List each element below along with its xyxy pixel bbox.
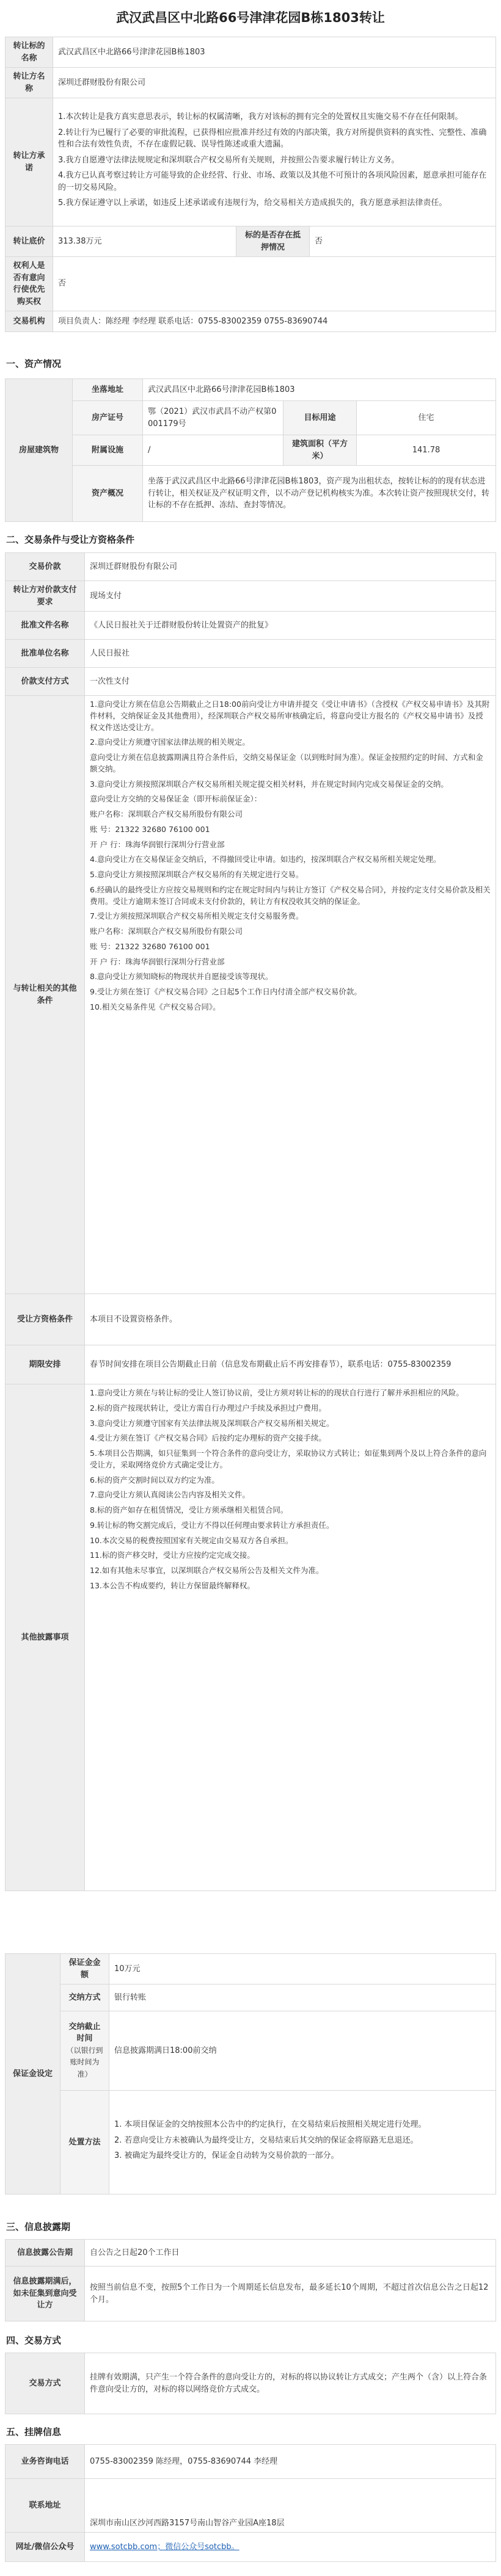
listing-table bbox=[5, 2444, 496, 2562]
label-cond-2: 转让方对价款支付要求 bbox=[5, 581, 85, 612]
term-item: 8.意向受让方须知晓标的物现状并自愿接受该等现状。 bbox=[90, 972, 273, 982]
promise-item: 3.我方自愿遵守法律法规规定和深圳联合产权交易所有关规则，并按照公告要求履行转让方义务。 bbox=[58, 155, 400, 165]
other-item: 2.标的资产按现状转让，受让方需自行办理过户手续及承担过户费用。 bbox=[90, 1403, 326, 1413]
other-list bbox=[85, 1384, 496, 1891]
label-cond-4: 批准单位名称 bbox=[5, 640, 85, 668]
deposit-rule-list bbox=[109, 2091, 496, 2194]
deadline-label-sub: （以银行到账时间为准） bbox=[66, 2046, 103, 2079]
term-item: 7.受让方须按照深圳联合产权交易所相关规定支付交易服务费。 bbox=[90, 911, 304, 921]
section-heading-trade: 四、交易方式 bbox=[6, 2335, 62, 2346]
period-value: 春节时间安排在项目公告期截止日前（信息发布期截止后不再安排春节），联系电话：0755-83002359 bbox=[85, 1345, 496, 1384]
term-item: 6.经确认的最终受让方应按交易规则和约定在规定时间内与转让方签订《产权交易合同》，并按约定支付交易价款及相关费用。受让方逾期未签订合同或未支付价款的，转让方有权没收其交纳的保证金。 bbox=[90, 885, 491, 906]
label-cond-5: 价款支付方式 bbox=[5, 668, 85, 696]
mortgage-value: 否 bbox=[310, 226, 496, 257]
other-item: 8.标的资产如存在租赁情况，受让方须承继相关租赁合同。 bbox=[90, 1505, 288, 1514]
conditions-section bbox=[0, 552, 496, 1891]
trade-section bbox=[0, 2353, 496, 2414]
trade-value: 挂牌有效期满，只产生一个符合条件的意向受让方的，对标的将以协议转让方式成交；产生两个（含）以上符合条件意向受让方的，对标的将以网络竞价方式成交。 bbox=[85, 2353, 496, 2414]
asset-facility: / bbox=[143, 435, 283, 466]
label-name: 转让标的名称 bbox=[5, 37, 53, 68]
deposit-section bbox=[0, 1953, 496, 2194]
other-item: 3.意向受让方须遵守国家有关法律法规及深圳联合产权交易所相关规定。 bbox=[90, 1418, 334, 1428]
label-trade: 交易方式 bbox=[5, 2353, 85, 2414]
section-heading-conditions: 二、交易条件与受让方资格条件 bbox=[6, 534, 135, 545]
cond-2-value: 现场支付 bbox=[85, 581, 496, 612]
address-value: 深圳市南山区沙河西路3157号南山智谷产业园A座18层 bbox=[85, 2479, 496, 2533]
promise-item: 2.转让行为已履行了必要的审批流程，已获得相应批准并经过有效的内部决策，我方对所提供资料的真实性、完整性、准确性和合法有效性负责，不存在虚假记载、误导性陈述或重大遗漏。 bbox=[58, 128, 487, 150]
label-website: 网址/微信公众号 bbox=[5, 2533, 85, 2562]
other-item: 10.本次交易的税费按照国家有关规定由交易双方各自承担。 bbox=[90, 1535, 293, 1545]
label-contact: 交易机构 bbox=[5, 311, 53, 332]
trade-table bbox=[5, 2353, 496, 2414]
label-qualification: 受让方资格条件 bbox=[5, 1294, 85, 1345]
label-cond-1: 交易价款 bbox=[5, 553, 85, 581]
label-deposit-amount: 保证金金额 bbox=[60, 1954, 109, 1984]
label-mortgage: 标的是否存在抵押情况 bbox=[236, 226, 310, 257]
disclosure-table bbox=[5, 2239, 496, 2321]
deposit-rule-item: 2. 若意向受让方未被确认为最终受让方，交易结束后其交纳的保证金将原路无息退还。 bbox=[114, 2135, 419, 2145]
deposit-amount: 10万元 bbox=[109, 1954, 496, 1984]
other-item: 1.意向受让方须在与转让标的受让人签订协议前，受让方须对转让标的的现状自行进行了解并承担相应的风险。 bbox=[90, 1388, 464, 1397]
disclosure-section bbox=[0, 2239, 496, 2321]
asset-section bbox=[0, 378, 496, 522]
term-item: 2.意向受让方须遵守国家法律法规的相关规定。 bbox=[90, 737, 250, 747]
deposit-table bbox=[5, 1953, 496, 2194]
label-deposit-deadline bbox=[60, 2011, 109, 2091]
contact-value: 项目负责人：陈经理 李经理 联系电话：0755-83002359 0755-83690744 bbox=[53, 311, 496, 332]
label-use: 目标用途 bbox=[283, 401, 357, 435]
basic-table bbox=[5, 37, 496, 332]
cond-3-value: 《人民日报社关于迁群财股份转让处置资产的批复》 bbox=[85, 612, 496, 640]
term-item: 4.意向受让方在交易保证金交纳后，不得撤回受让申请。如违约，按深圳联合产权交易所相关规定处理。 bbox=[90, 855, 441, 864]
term-item: 账 号：21322 32680 76100 001 bbox=[90, 824, 210, 834]
label-location: 坐落地址 bbox=[73, 379, 143, 401]
other-item: 5.本项目公告期满，如只征集到一个符合条件的意向受让方，采取协议方式转让；如征集到两个及以上符合条件的意向受让方，采取网络竞价方式确定受让方。 bbox=[90, 1449, 487, 1469]
term-item: 账户名称：深圳联合产权交易所股份有限公司 bbox=[90, 809, 243, 819]
label-deposit-method: 交纳方式 bbox=[60, 1984, 109, 2011]
other-item: 13.本公告不构成要约，转让方保留最终解释权。 bbox=[90, 1580, 255, 1590]
website-link[interactable]: www.sotcbb.com；微信公众号sotcbb。 bbox=[90, 2542, 240, 2552]
label-deposit-rule: 处置方法 bbox=[60, 2091, 109, 2194]
other-item: 12.如有其他未尽事宜，以深圳联合产权交易所公告及相关文件为准。 bbox=[90, 1566, 324, 1575]
promise-item: 4.我方已认真考察过转让方可能导致的企业经营、行业、市场、政策以及其他不可预计的各项风险因素，愿意承担可能存在的一切交易风险。 bbox=[58, 171, 487, 192]
cond-4-value: 人民日报社 bbox=[85, 640, 496, 668]
asset-desc: 坐落于武汉武昌区中北路66号津津花园B栋1803，资产现为出租状态，按转让标的的现有状态进行转让，相关权证及产权证明文件，以不动产登记机构核实为准。本次转让资产按照现状交付，转让标的不存在抵押、冻结、查封等情况。 bbox=[143, 466, 496, 522]
term-item: 3.意向受让方须按照深圳联合产权交易所相关规定提交相关材料，并在规定时间内完成交易保证金的交纳。 bbox=[90, 779, 448, 789]
deposit-rule-item: 3. 被确定为最终受让方的，保证金自动转为交易价款的一部分。 bbox=[114, 2151, 339, 2161]
term-item: 5.意向受让方须按照深圳联合产权交易所的有关规定进行交易。 bbox=[90, 870, 304, 879]
deadline-label-text: 交纳截止时间 bbox=[68, 2022, 101, 2044]
label-disclose-1: 信息披露公告期 bbox=[5, 2240, 85, 2267]
term-item: 1.意向受让方须在信息公告期截止之日18:00前向受让方申请并提交《受让申请书》（含授权《产权交易申请书》及其附件材料，交纳保证金及其他费用），经深圳联合产权交易所审核确定后，将意向受让方报名的《产权交易申请书》及授权文件送达受让方。 bbox=[90, 700, 490, 732]
label-priority: 权利人是否有意向行使优先购买权 bbox=[5, 257, 53, 311]
asset-name: 武汉武昌区中北路66号津津花园B栋1803 bbox=[53, 37, 496, 68]
section-heading-disclosure: 三、信息披露期 bbox=[6, 2221, 71, 2232]
label-terms: 与转让相关的其他条件 bbox=[5, 696, 85, 1294]
label-desc: 资产概况 bbox=[73, 466, 143, 522]
other-item: 4.受让方须在签订《产权交易合同》后按约定办理标的资产交接手续。 bbox=[90, 1433, 326, 1443]
term-item: 10.相关交易条件见《产权交易合同》。 bbox=[90, 1002, 221, 1011]
phone-value: 0755-83002359 陈经理，0755-83690744 李经理 bbox=[85, 2445, 496, 2479]
other-item: 7.意向受让方须认真阅读公告内容及相关文件。 bbox=[90, 1490, 250, 1500]
other-item: 11.标的资产移交时，受让方应按约定完成交接。 bbox=[90, 1550, 255, 1560]
asset-use: 住宅 bbox=[357, 401, 496, 435]
deposit-deadline: 信息披露期满日18:00前交纳 bbox=[109, 2011, 496, 2091]
deposit-rule-item: 1. 本项目保证金的交纳按照本公告中的约定执行，在交易结束后按照相关规定进行处理。 bbox=[114, 2120, 426, 2130]
listing-section bbox=[0, 2444, 496, 2562]
asset-location: 武汉武昌区中北路66号津津花园B栋1803 bbox=[143, 379, 496, 401]
label-cert: 房产证号 bbox=[73, 401, 143, 435]
term-item: 9.受让方须在签订《产权交易合同》之日起5个工作日内付清全部产权交易价款。 bbox=[90, 987, 362, 996]
label-other: 其他披露事项 bbox=[5, 1384, 85, 1891]
term-item: 意向受让方须在信息披露期满且符合条件后，交纳交易保证金（以到账时间为准）。保证金按照约定的时间、方式和金额交纳。 bbox=[90, 753, 483, 773]
label-seller: 转让方名称 bbox=[5, 68, 53, 98]
conditions-table bbox=[5, 552, 496, 1891]
section-heading-listing: 五、挂牌信息 bbox=[6, 2426, 62, 2437]
label-address: 联系地址 bbox=[5, 2479, 85, 2533]
disclose-2-value: 按照当前信息不变，按照5个工作日为一个周期延长信息发布，最多延长10个周期，不超过首次信息公告之日起12个月。 bbox=[85, 2267, 496, 2321]
page-title: 武汉武昌区中北路66号津津花园B栋1803转让 bbox=[116, 10, 385, 25]
promise-list bbox=[53, 98, 496, 226]
label-disclose-2: 信息披露期满后，如未征集到意向受让方 bbox=[5, 2267, 85, 2321]
asset-cert: 鄂（2021）武汉市武昌不动产权第0001179号 bbox=[143, 401, 283, 435]
promise-item: 5.我方保证遵守以上承诺，如违反上述承诺或有违规行为，给交易相关方造成损失的，我方愿意承担法律责任。 bbox=[58, 198, 447, 208]
label-phone: 业务咨询电话 bbox=[5, 2445, 85, 2479]
asset-area: 141.78 bbox=[357, 435, 496, 466]
other-item: 9.转让标的物交割完成后，受让方不得以任何理由要求转让方承担责任。 bbox=[90, 1520, 334, 1530]
term-item: 意向受让方交纳的交易保证金（即开标前保证金）： bbox=[90, 794, 262, 804]
promise-item: 1.本次转让是我方真实意思表示，转让标的权属清晰，我方对该标的拥有完全的处置权且实施交易不存在任何限制。 bbox=[58, 112, 463, 122]
deposit-method: 银行转账 bbox=[109, 1984, 496, 2011]
price-value: 313.38万元 bbox=[53, 226, 236, 257]
label-promise: 转让方承诺 bbox=[5, 98, 53, 226]
cond-5-value: 一次性支付 bbox=[85, 668, 496, 696]
priority-value: 否 bbox=[53, 257, 496, 311]
label-cond-3: 批准文件名称 bbox=[5, 612, 85, 640]
label-period: 期限安排 bbox=[5, 1345, 85, 1384]
cond-1-value: 深圳迁群财股份有限公司 bbox=[85, 553, 496, 581]
terms-list bbox=[85, 696, 496, 1294]
other-item: 6.标的资产交割时间以双方约定为准。 bbox=[90, 1475, 219, 1485]
section-heading-assets: 一、资产情况 bbox=[6, 358, 62, 369]
term-item: 开 户 行：珠海华润银行深圳分行营业部 bbox=[90, 839, 225, 849]
label-area: 建筑面积（平方米） bbox=[283, 435, 357, 466]
label-price: 转让底价 bbox=[5, 226, 53, 257]
qualification-value: 本项目不设置资格条件。 bbox=[85, 1294, 496, 1345]
asset-table bbox=[5, 378, 496, 522]
deposit-group-label: 保证金设定 bbox=[5, 1954, 60, 2194]
asset-group-label: 房屋建筑物 bbox=[5, 379, 73, 522]
term-item: 账 号：21322 32680 76100 001 bbox=[90, 941, 210, 951]
basic-section bbox=[0, 37, 496, 332]
website-cell bbox=[85, 2533, 496, 2562]
term-item: 账户名称：深圳联合产权交易所股份有限公司 bbox=[90, 927, 243, 936]
disclose-1-value: 自公告之日起20个工作日 bbox=[85, 2240, 496, 2267]
term-item: 开 户 行：珠海华润银行深圳分行营业部 bbox=[90, 957, 225, 966]
seller-name: 深圳迁群财股份有限公司 bbox=[53, 68, 496, 98]
label-facility: 附属设施 bbox=[73, 435, 143, 466]
